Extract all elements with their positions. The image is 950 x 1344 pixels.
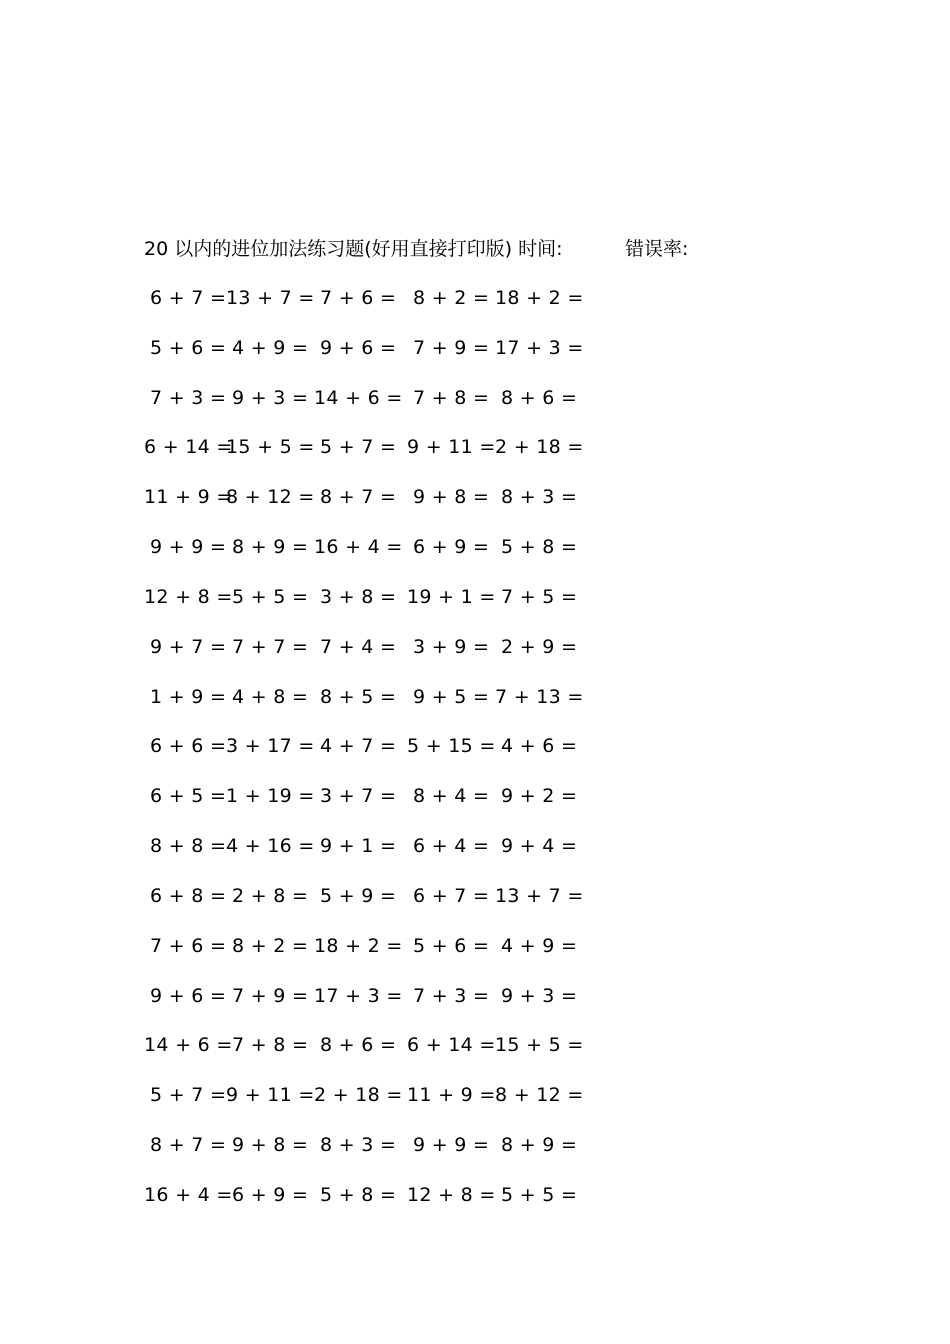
- problem-item: 8 + 2 =: [413, 287, 490, 309]
- problem-item: 6 + 5 =: [150, 785, 227, 808]
- problem-item: 2 + 8 =: [232, 884, 309, 907]
- problem-item: 4 + 9 =: [232, 336, 309, 359]
- problem-item: 7 + 6 =: [150, 934, 227, 957]
- problem-item: 3 + 9 =: [413, 635, 490, 658]
- worksheet-title: 20 以内的进位加法练习题(好用直接打印版) 时间:: [144, 238, 563, 260]
- problem-row: [144, 283, 614, 333]
- problem-item: 7 + 6 =: [320, 287, 397, 309]
- problem-row: [144, 682, 614, 732]
- problem-item: 5 + 7 =: [150, 1084, 227, 1107]
- problem-row: [144, 383, 614, 433]
- problem-item: 11 + 9 =: [407, 1084, 496, 1107]
- problem-item: 8 + 2 =: [232, 934, 309, 957]
- problem-item: 19 + 1 =: [407, 585, 496, 608]
- problem-row: [144, 333, 614, 383]
- problem-item: 8 + 12 =: [226, 486, 315, 509]
- problem-item: 9 + 9 =: [150, 536, 227, 559]
- problem-item: 8 + 6 =: [501, 386, 578, 409]
- problem-item: 13 + 7 =: [495, 884, 584, 907]
- worksheet-header: [144, 234, 744, 264]
- problem-item: 8 + 7 =: [320, 486, 397, 509]
- problem-item: 9 + 7 =: [150, 635, 227, 658]
- problem-row: [144, 1130, 614, 1180]
- problem-item: 6 + 9 =: [232, 1183, 309, 1206]
- problem-item: 6 + 7 =: [413, 884, 490, 907]
- problem-item: 2 + 18 =: [495, 436, 584, 459]
- problem-grid: [144, 283, 614, 1230]
- error-rate-label: 错误率:: [625, 238, 689, 260]
- problem-item: 7 + 13 =: [495, 685, 584, 708]
- problem-item: 8 + 5 =: [320, 685, 397, 708]
- problem-item: 8 + 9 =: [501, 1134, 578, 1157]
- problem-item: 5 + 9 =: [320, 884, 397, 907]
- problem-item: 8 + 3 =: [320, 1134, 397, 1157]
- problem-row: [144, 881, 614, 931]
- problem-row: [144, 781, 614, 831]
- problem-item: 8 + 8 =: [150, 835, 227, 858]
- problem-item: 7 + 3 =: [150, 386, 227, 409]
- problem-item: 12 + 8 =: [407, 1183, 496, 1206]
- problem-item: 6 + 9 =: [413, 536, 490, 559]
- problem-item: 8 + 4 =: [413, 785, 490, 808]
- problem-item: 5 + 8 =: [320, 1183, 397, 1206]
- problem-item: 8 + 6 =: [320, 1034, 397, 1057]
- problem-item: 7 + 8 =: [232, 1034, 309, 1057]
- problem-item: 3 + 7 =: [320, 785, 397, 808]
- problem-item: 9 + 4 =: [501, 835, 578, 858]
- problem-row: [144, 1180, 614, 1230]
- problem-item: 17 + 3 =: [495, 336, 584, 359]
- problem-item: 8 + 7 =: [150, 1134, 227, 1157]
- problem-item: 9 + 8 =: [413, 486, 490, 509]
- problem-item: 5 + 5 =: [501, 1183, 578, 1206]
- problem-item: 7 + 3 =: [413, 984, 490, 1007]
- problem-item: 6 + 14 =: [144, 436, 233, 459]
- problem-item: 12 + 8 =: [144, 585, 233, 608]
- problem-item: 2 + 9 =: [501, 635, 578, 658]
- problem-item: 9 + 11 =: [226, 1084, 315, 1107]
- problem-item: 9 + 8 =: [232, 1134, 309, 1157]
- problem-row: [144, 931, 614, 981]
- problem-item: 18 + 2 =: [314, 934, 403, 957]
- problem-row: [144, 731, 614, 781]
- problem-item: 9 + 3 =: [232, 386, 309, 409]
- problem-item: 17 + 3 =: [314, 984, 403, 1007]
- problem-row: [144, 981, 614, 1031]
- problem-item: 14 + 6 =: [314, 386, 403, 409]
- problem-item: 6 + 14 =: [407, 1034, 496, 1057]
- problem-item: 7 + 9 =: [232, 984, 309, 1007]
- problem-item: 16 + 4 =: [314, 536, 403, 559]
- problem-item: 18 + 2 =: [495, 287, 584, 309]
- problem-item: 9 + 11 =: [407, 436, 496, 459]
- problem-item: 15 + 5 =: [495, 1034, 584, 1057]
- problem-item: 9 + 9 =: [413, 1134, 490, 1157]
- problem-item: 6 + 4 =: [413, 835, 490, 858]
- problem-item: 7 + 7 =: [232, 635, 309, 658]
- problem-item: 5 + 7 =: [320, 436, 397, 459]
- problem-row: [144, 831, 614, 881]
- problem-item: 6 + 7 =: [150, 287, 227, 309]
- problem-row: [144, 532, 614, 582]
- problem-item: 3 + 8 =: [320, 585, 397, 608]
- problem-row: [144, 432, 614, 482]
- problem-item: 5 + 5 =: [232, 585, 309, 608]
- problem-item: 7 + 4 =: [320, 635, 397, 658]
- problem-row: [144, 1030, 614, 1080]
- problem-item: 1 + 9 =: [150, 685, 227, 708]
- problem-item: 8 + 3 =: [501, 486, 578, 509]
- problem-item: 14 + 6 =: [144, 1034, 233, 1057]
- problem-row: [144, 1080, 614, 1130]
- problem-item: 9 + 6 =: [150, 984, 227, 1007]
- problem-item: 9 + 2 =: [501, 785, 578, 808]
- problem-item: 7 + 9 =: [413, 336, 490, 359]
- problem-item: 5 + 6 =: [150, 336, 227, 359]
- problem-item: 6 + 6 =: [150, 735, 227, 758]
- problem-item: 5 + 6 =: [413, 934, 490, 957]
- problem-item: 8 + 9 =: [232, 536, 309, 559]
- problem-item: 5 + 8 =: [501, 536, 578, 559]
- problem-item: 7 + 8 =: [413, 386, 490, 409]
- problem-item: 9 + 5 =: [413, 685, 490, 708]
- problem-item: 16 + 4 =: [144, 1183, 233, 1206]
- problem-item: 4 + 6 =: [501, 735, 578, 758]
- problem-item: 5 + 15 =: [407, 735, 496, 758]
- problem-item: 15 + 5 =: [226, 436, 315, 459]
- problem-item: 3 + 17 =: [226, 735, 315, 758]
- problem-item: 4 + 16 =: [226, 835, 315, 858]
- problem-item: 2 + 18 =: [314, 1084, 403, 1107]
- problem-item: 9 + 3 =: [501, 984, 578, 1007]
- problem-row: [144, 632, 614, 682]
- problem-item: 6 + 8 =: [150, 884, 227, 907]
- problem-item: 7 + 5 =: [501, 585, 578, 608]
- problem-item: 4 + 9 =: [501, 934, 578, 957]
- problem-item: 1 + 19 =: [226, 785, 315, 808]
- problem-item: 11 + 9 =: [144, 486, 233, 509]
- problem-item: 9 + 1 =: [320, 835, 397, 858]
- problem-item: 13 + 7 =: [226, 287, 315, 309]
- problem-row: [144, 482, 614, 532]
- problem-item: 4 + 7 =: [320, 735, 397, 758]
- problem-item: 4 + 8 =: [232, 685, 309, 708]
- problem-item: 9 + 6 =: [320, 336, 397, 359]
- problem-row: [144, 582, 614, 632]
- problem-item: 8 + 12 =: [495, 1084, 584, 1107]
